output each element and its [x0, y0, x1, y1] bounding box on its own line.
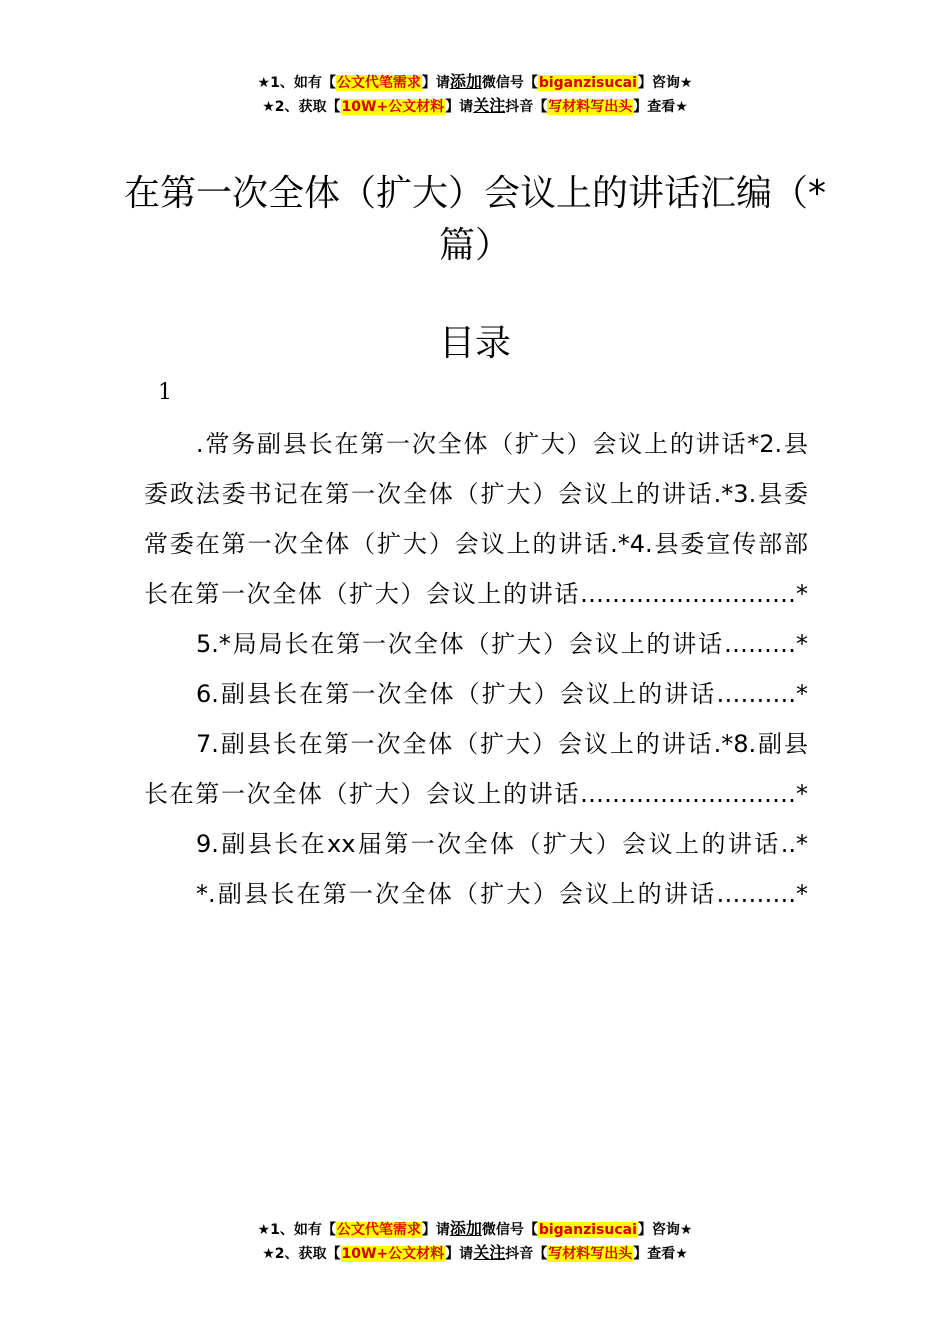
banner-text: 】请	[421, 75, 450, 91]
banner-text: 】查看★	[633, 99, 688, 115]
banner-text: 】查看★	[633, 1246, 688, 1262]
banner-line-2	[0, 94, 950, 118]
toc-line: 委政法委书记在第一次全体（扩大）会议上的讲话.*3.县委	[144, 480, 808, 508]
banner-line-1	[0, 1217, 950, 1241]
banner-text: ★2、获取【	[262, 99, 341, 115]
banner-highlight: 10W+公文材料	[341, 99, 445, 115]
toc-line: 长在第一次全体（扩大）会议上的讲话………………………*	[144, 780, 808, 808]
toc-line: 9.副县长在xx届第一次全体（扩大）会议上的讲话..*	[196, 830, 808, 858]
banner-text: 】请	[421, 1222, 450, 1238]
banner-highlight: biganzisucai	[538, 75, 637, 91]
banner-highlight: biganzisucai	[538, 1222, 637, 1238]
banner-line-1	[0, 70, 950, 94]
toc-line: .常务副县长在第一次全体（扩大）会议上的讲话*2.县	[196, 430, 808, 458]
banner-highlight: 公文代笔需求	[336, 1222, 421, 1238]
banner-emphasis: 关注	[473, 1243, 506, 1262]
table-of-contents	[144, 419, 808, 919]
toc-heading: 目录	[438, 323, 511, 364]
banner-emphasis: 关注	[473, 96, 506, 115]
toc-line: 6.副县长在第一次全体（扩大）会议上的讲话……….*	[196, 680, 808, 708]
banner-text: 微信号【	[481, 75, 538, 91]
banner-emphasis: 添加	[449, 72, 482, 91]
banner-text: ★1、如有【	[257, 1222, 336, 1238]
document-title: 在第一次全体（扩大）会议上的讲话汇编（*篇）	[123, 173, 826, 266]
banner-highlight: 写材料写出头	[548, 99, 633, 115]
toc-line: 长在第一次全体（扩大）会议上的讲话………………………*	[144, 580, 808, 608]
banner-text: 抖音【	[505, 99, 548, 115]
banner-text: ★2、获取【	[262, 1246, 341, 1262]
banner-emphasis: 添加	[449, 1219, 482, 1238]
banner-text: 】咨询★	[637, 75, 693, 91]
banner-text: 】请	[445, 99, 474, 115]
banner-highlight: 公文代笔需求	[336, 75, 421, 91]
banner-text: 】请	[445, 1246, 474, 1262]
toc-line: 常委在第一次全体（扩大）会议上的讲话.*4.县委宣传部部	[144, 530, 808, 558]
banner-text: 抖音【	[505, 1246, 548, 1262]
banner-highlight: 写材料写出头	[548, 1246, 633, 1262]
banner-line-2	[0, 1241, 950, 1265]
toc-line: 5.*局局长在第一次全体（扩大）会议上的讲话………*	[196, 630, 808, 658]
toc-line: *.副县长在第一次全体（扩大）会议上的讲话……….*	[196, 880, 808, 908]
top-banner	[0, 70, 950, 118]
page-number: 1	[158, 380, 172, 405]
toc-line: 7.副县长在第一次全体（扩大）会议上的讲话.*8.副县	[196, 730, 808, 758]
banner-highlight: 10W+公文材料	[341, 1246, 445, 1262]
bottom-banner	[0, 1217, 950, 1265]
banner-text: ★1、如有【	[257, 75, 336, 91]
banner-text: 】咨询★	[637, 1222, 693, 1238]
banner-text: 微信号【	[481, 1222, 538, 1238]
